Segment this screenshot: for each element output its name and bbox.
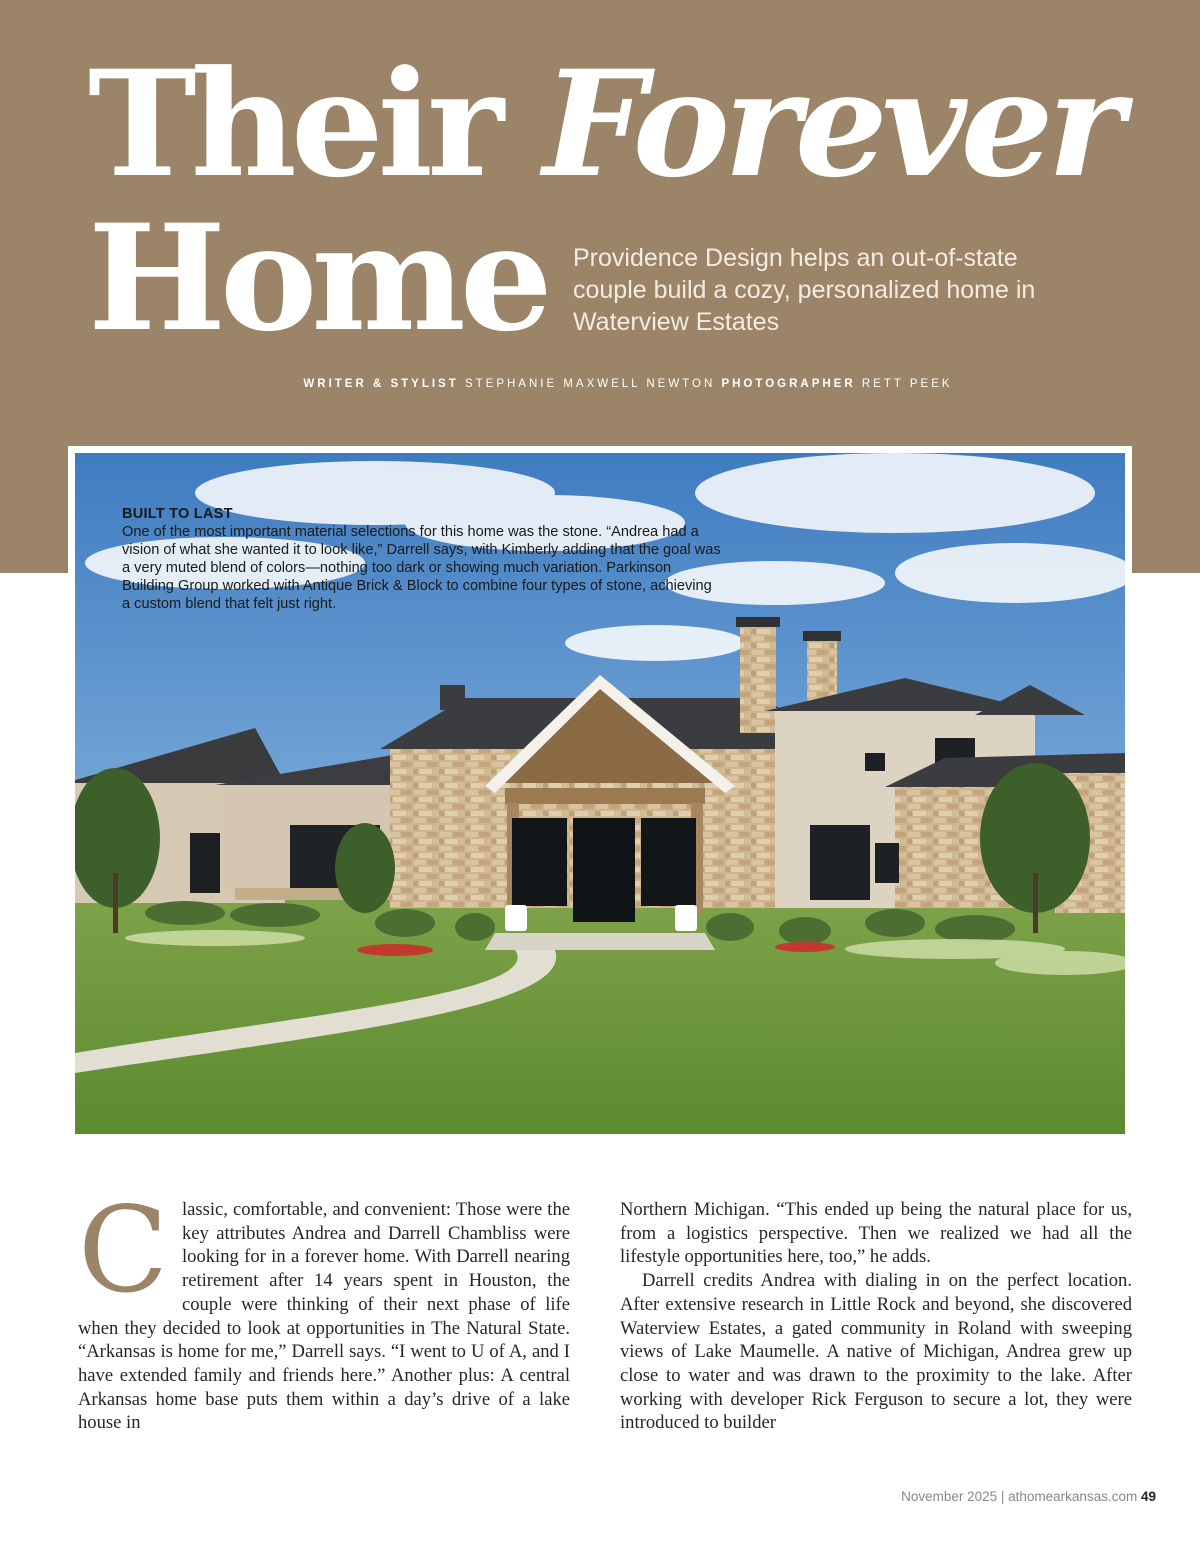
title-word-their: Their [88, 39, 499, 210]
photographer-name: RETT PEEK [861, 378, 953, 390]
body-paragraph: Darrell credits Andrea with dialing in on the perfect location. After extensive research in Little Rock and beyond, she discovered Waterview Estates, a gated community in Roland with sweeping views of Lake Maumelle. A native of Michigan, Andrea grew up close to water and was drawn to the proximity to the lake. After working with developer Rick Ferguson to secure a lot, they were introduced to builder [620, 1270, 1132, 1434]
body-paragraph [78, 1181, 570, 1435]
issue-and-site: November 2025 | athomearkansas.com [901, 1489, 1138, 1504]
page-number: 49 [1140, 1489, 1156, 1504]
body-column-left [78, 1181, 570, 1435]
photographer-role: PHOTOGRAPHER [721, 378, 856, 390]
byline [0, 378, 1200, 390]
body-column-right [620, 1198, 1132, 1435]
photo-caption [122, 505, 722, 613]
title-word-forever: Forever [542, 39, 1119, 210]
title-word-home: Home [88, 193, 547, 364]
caption-title: BUILT TO LAST [122, 506, 233, 522]
writer-role: WRITER & STYLIST [303, 378, 459, 390]
body-paragraph: Northern Michigan. “This ended up being the natural place for us, from a logistics perspective. Then we realized we had all the lifestyle opportunities here, too,” he adds. [620, 1199, 1132, 1268]
drop-cap: C [78, 1181, 169, 1319]
page-footer [901, 1489, 1156, 1504]
article-dek: Providence Design helps an out-of-state couple build a cozy, personalized home in Waterview Estates [573, 244, 1036, 336]
caption-text: One of the most important material selections for this home was the stone. “Andrea had a vision of what she wanted it to look like,” Darrell says, with Kimberly adding that the goal was a very muted blend of colors—nothing too dark or showing much variation. Parkinson Building Group worked with Antique Brick & Block to combine four types of stone, achieving a custom blend that felt just right. [122, 524, 721, 612]
writer-name: STEPHANIE MAXWELL NEWTON [464, 378, 716, 390]
body-paragraph-text: lassic, comfortable, and convenient: Those were the key attributes Andrea and Darrell Chambliss were looking for in a forever home. With Darrell nearing retirement after 14 years spent in Houston, the couple were thinking of their next phase of life when they decided to look at opportunities in The Natural State. “Arkansas is home for me,” Darrell says. “I went to U of A, and I have extended family and friends here.” Another plus: A central Arkansas home base puts them within a day’s drive of a lake house in [78, 1199, 570, 1434]
